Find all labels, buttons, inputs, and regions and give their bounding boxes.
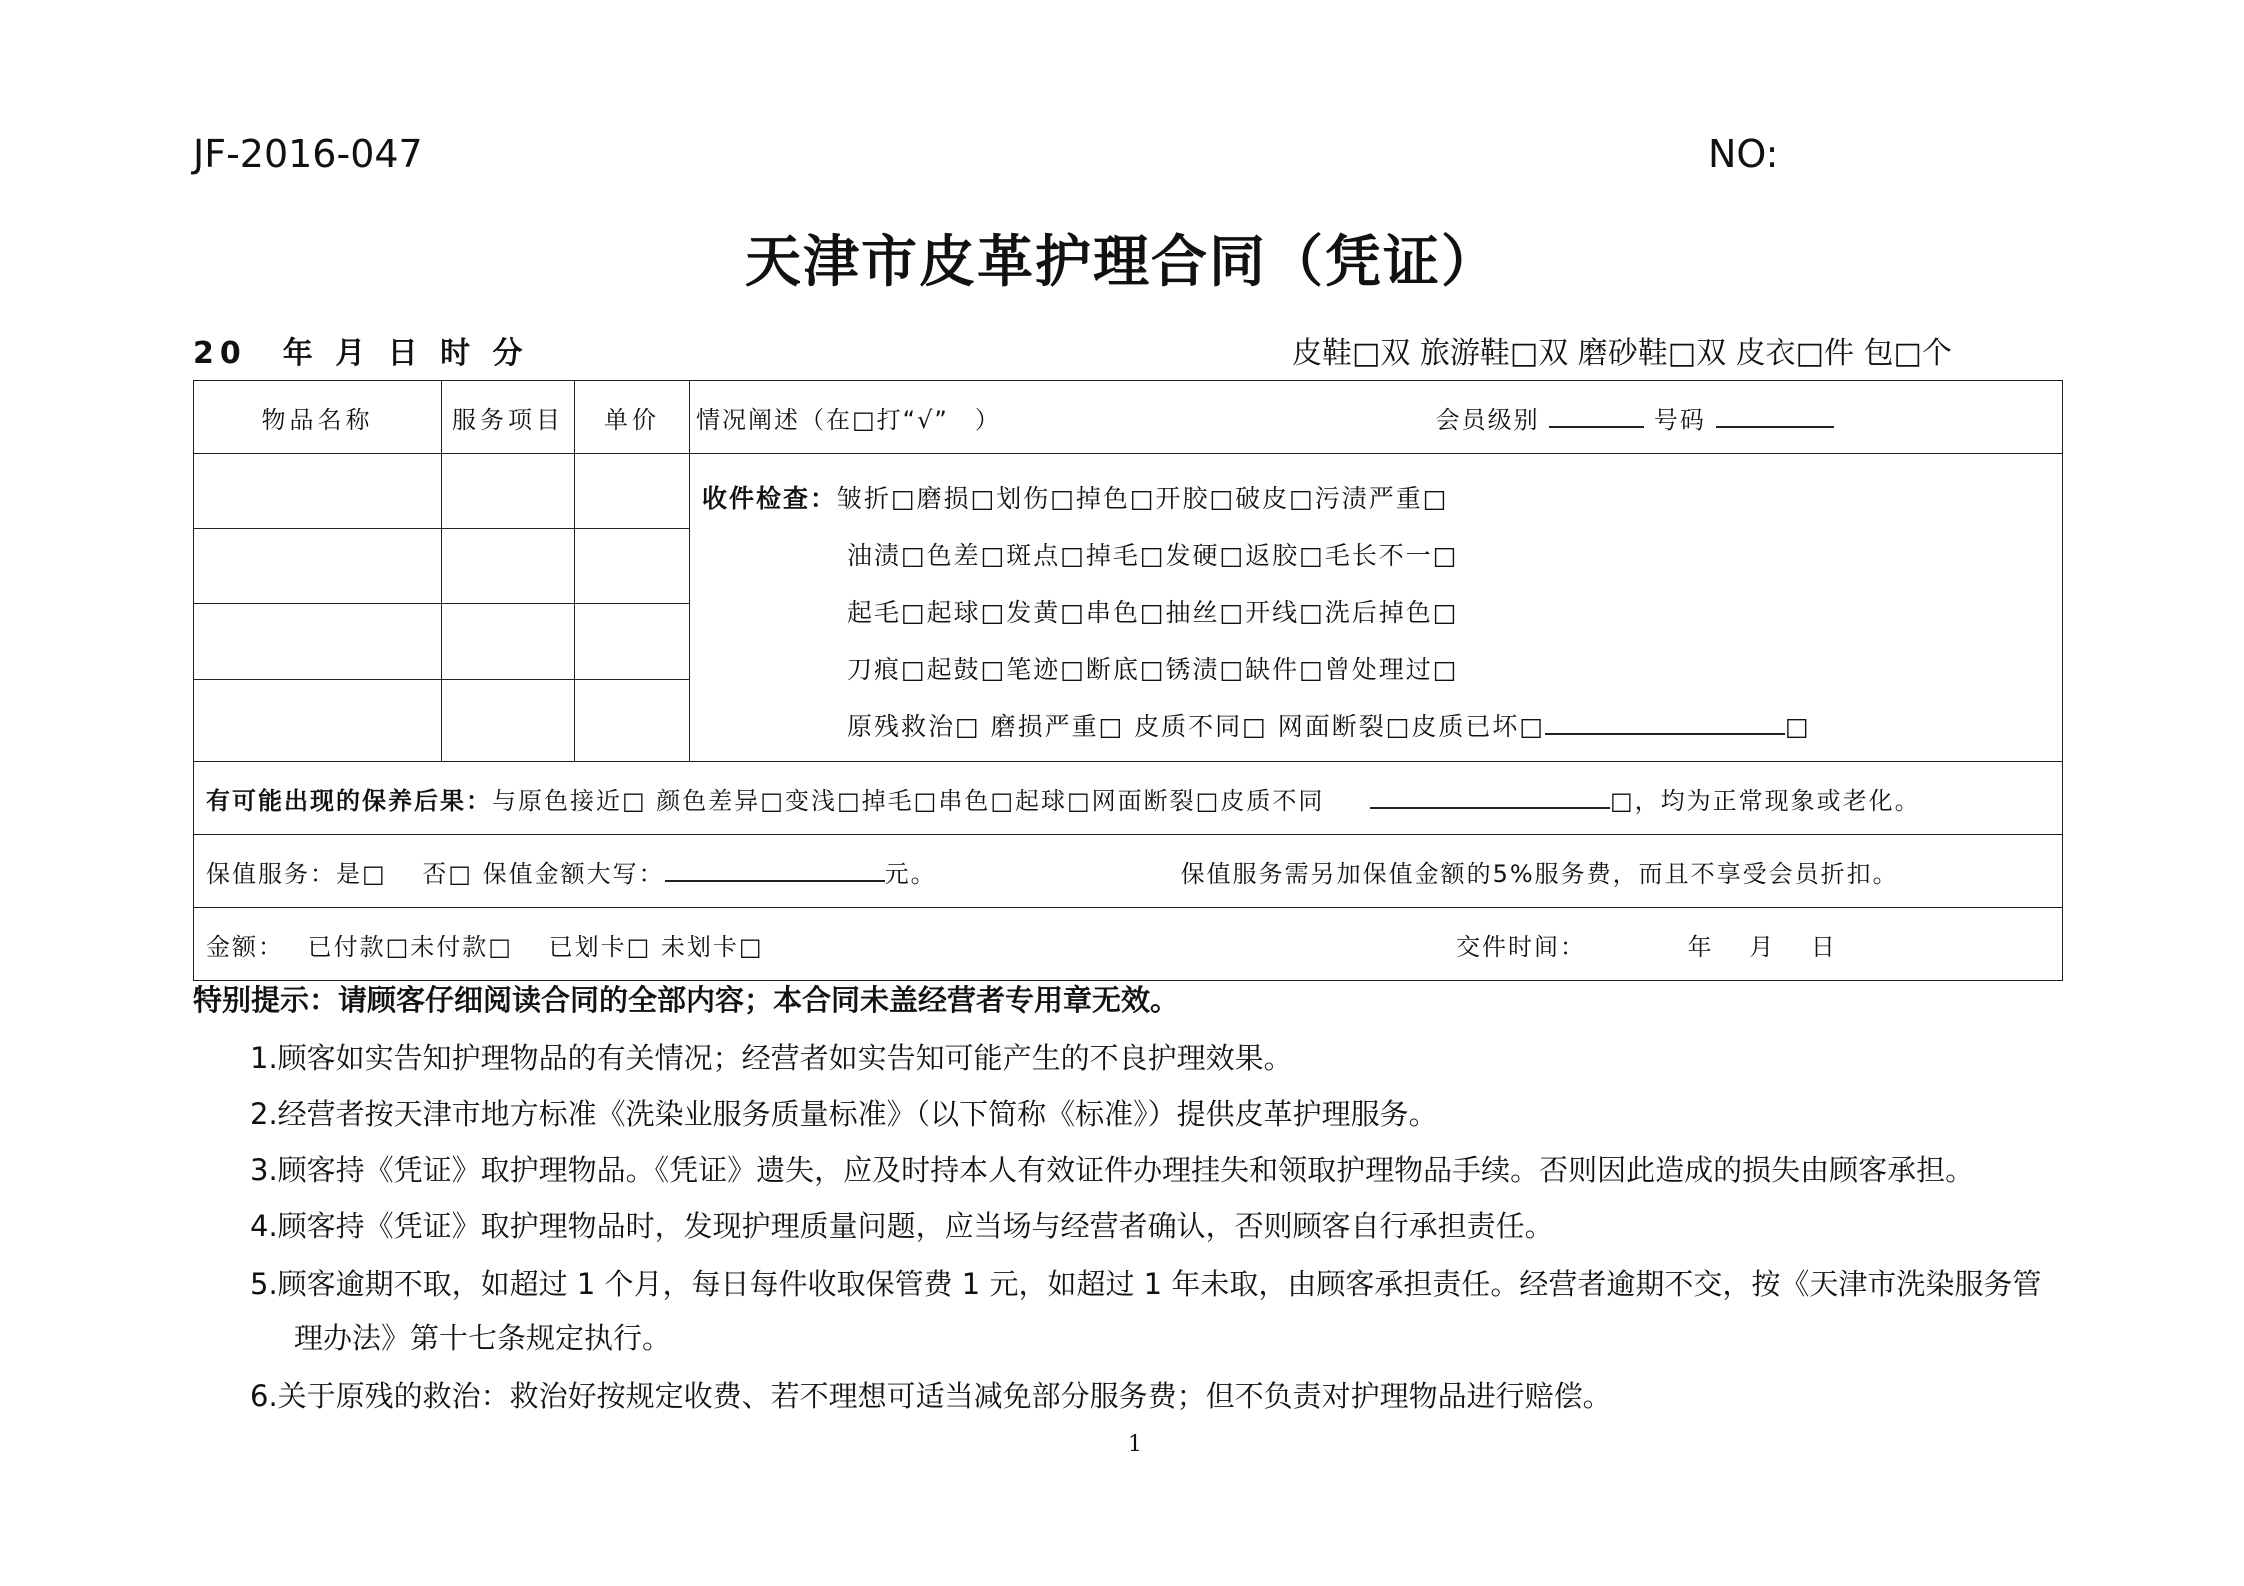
consequence-row[interactable]: [194, 762, 2063, 835]
insurance-note: 保值服务需另加保值金额的5%服务费，而且不享受会员折扣。: [1180, 859, 1899, 888]
service-cell[interactable]: [442, 529, 575, 604]
inspection-cell[interactable]: 收件检查：皱折□磨损□划伤□掉色□开胶□破皮□污渍严重□ 油渍□色差□斑点□掉毛□发硬□返胶□毛长不一□ 起毛□起球□发黄□串色□抽丝□开线□洗后掉色□ 刀痕□起鼓□笔迹□断底□锈渍□缺件□曾处理过□ 原残救治□ 磨损严重□ 皮质不同□ 网面断裂□皮质已坏□ □: [690, 454, 2063, 762]
inspection-line[interactable]: 起毛□起球□发黄□串色□抽丝□开线□洗后掉色□: [847, 598, 1459, 627]
notice-item: 3.顾客持《凭证》取护理物品。《凭证》遗失，应及时持本人有效证件办理挂失和领取护理物品手续。否则因此造成的损失由顾客承担。: [250, 1153, 1975, 1187]
notice-item: 4.顾客持《凭证》取护理物品时，发现护理质量问题，应当场与经营者确认，否则顾客自行承担责任。: [250, 1209, 1554, 1243]
member-number-field[interactable]: [1716, 404, 1834, 428]
inspection-line[interactable]: 皱折□磨损□划伤□掉色□开胶□破皮□污渍严重□: [837, 484, 1449, 513]
price-cell[interactable]: [575, 679, 690, 761]
consequence-other-field[interactable]: [1370, 785, 1610, 809]
item-name-cell[interactable]: [194, 604, 442, 679]
notice-item: 1.顾客如实告知护理物品的有关情况；经营者如实告知可能产生的不良护理效果。: [250, 1041, 1293, 1075]
insurance-row[interactable]: [194, 835, 2063, 908]
amount-text[interactable]: 金额： 已付款□未付款□ 已划卡□ 未划卡□: [206, 932, 764, 961]
consequence-text[interactable]: 与原色接近□ 颜色差异□变浅□掉毛□串色□起球□网面断裂□皮质不同: [492, 786, 1325, 815]
col-service-header: 服务项目: [442, 381, 575, 454]
page-number: 1: [1128, 1432, 1142, 1457]
col-desc-header: [690, 381, 2063, 454]
notice-item: 6.关于原残的救治：救治好按规定收费、若不理想可适当减免部分服务费；但不负责对护理物品进行赔偿。: [250, 1379, 1612, 1413]
insurance-text[interactable]: 保值服务：是□ 否□ 保值金额大写：: [206, 859, 665, 888]
form-code: JF-2016-047: [193, 132, 423, 176]
contract-table: [193, 380, 2063, 981]
inspection-line[interactable]: 原残救治□ 磨损严重□ 皮质不同□ 网面断裂□皮质已坏□: [847, 712, 1545, 741]
member-number-label: 号码: [1653, 405, 1706, 434]
date-line: 20 年 月 日 时 分: [193, 336, 529, 371]
price-cell[interactable]: [575, 529, 690, 604]
item-name-cell[interactable]: [194, 454, 442, 529]
inspection-line[interactable]: 油渍□色差□斑点□掉毛□发硬□返胶□毛长不一□: [847, 541, 1459, 570]
insurance-unit: 元。: [884, 859, 937, 888]
amount-row[interactable]: [194, 908, 2063, 981]
inspection-other-field[interactable]: [1545, 711, 1785, 735]
item-name-cell[interactable]: [194, 679, 442, 761]
notice-item-continued: 理办法》第十七条规定执行。: [294, 1321, 672, 1355]
insurance-amount-field[interactable]: [665, 858, 885, 882]
delivery-time[interactable]: 交件时间： 年 月 日: [1456, 932, 1837, 961]
service-cell[interactable]: [442, 454, 575, 529]
price-cell[interactable]: [575, 604, 690, 679]
notice-item: 5.顾客逾期不取，如超过 1 个月，每日每件收取保管费 1 元，如超过 1 年未取，由顾客承担责任。经营者逾期不交，按《天津市洗染服务管: [250, 1267, 2042, 1301]
form-number-label: NO:: [1708, 132, 1779, 176]
notice-item: 2.经营者按天津市地方标准《洗染业服务质量标准》（以下简称《标准》）提供皮革护理服务。: [250, 1097, 1438, 1131]
notice-heading: 特别提示：请顾客仔细阅读合同的全部内容；本合同未盖经营者专用章无效。: [193, 983, 1180, 1017]
consequence-tail: □，均为正常现象或老化。: [1610, 786, 1921, 815]
price-cell[interactable]: [575, 454, 690, 529]
member-level-label: 会员级别: [1435, 405, 1540, 434]
desc-header-text: 情况阐述（在□打“√” ）: [696, 405, 1001, 434]
inspection-label: 收件检查：: [702, 484, 838, 513]
col-price-header: 单价: [575, 381, 690, 454]
member-level-field[interactable]: [1549, 404, 1644, 428]
consequence-label: 有可能出现的保养后果：: [206, 786, 492, 815]
inspection-line[interactable]: 刀痕□起鼓□笔迹□断底□锈渍□缺件□曾处理过□: [847, 655, 1459, 684]
service-cell[interactable]: [442, 604, 575, 679]
item-type-checkboxes[interactable]: 皮鞋□双 旅游鞋□双 磨砂鞋□双 皮衣□件 包□个: [1292, 336, 1952, 371]
page-title: 天津市皮革护理合同（凭证）: [745, 230, 1499, 295]
item-name-cell[interactable]: [194, 529, 442, 604]
col-name-header: 物品名称: [194, 381, 442, 454]
service-cell[interactable]: [442, 679, 575, 761]
